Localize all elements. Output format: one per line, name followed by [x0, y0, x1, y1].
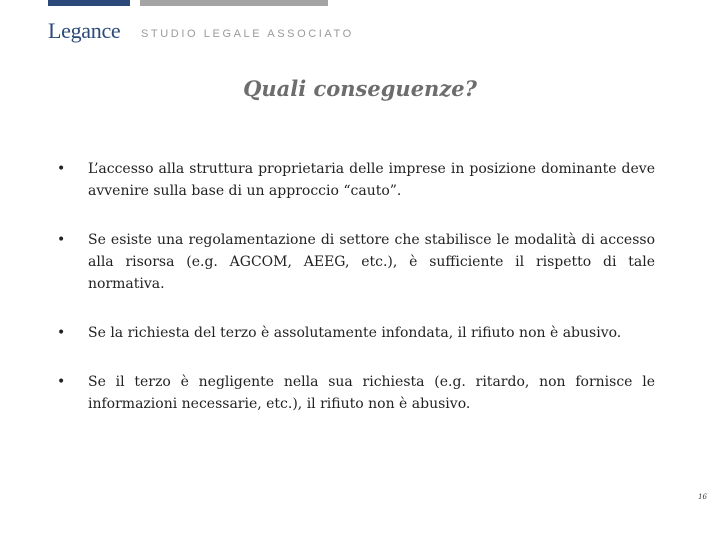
slide-title: Quali conseguenze?	[243, 76, 477, 101]
header-grey-bar	[140, 0, 328, 6]
bullet-text: Se esiste una regolamentazione di settore che stabilisce le modalità di accesso alla risorsa (e.g. AGCOM, AEEG, etc.), è sufficiente il rispetto di tale normativa.	[88, 232, 655, 292]
bullet-text: Se il terzo è negligente nella sua richiesta (e.g. ritardo, non fornisce le informazioni necessarie, etc.), il rifiuto non è abusivo.	[88, 374, 655, 412]
firm-tagline: STUDIO LEGALE ASSOCIATO	[141, 28, 354, 40]
bullet-item	[55, 229, 655, 295]
bullet-item	[55, 322, 655, 344]
page-number: 16	[698, 493, 707, 501]
bullet-text: Se la richiesta del terzo è assolutamente infondata, il rifiuto non è abusivo.	[88, 325, 622, 341]
bullet-item	[55, 158, 655, 202]
bullet-dot-icon: •	[57, 374, 66, 390]
bullet-dot-icon: •	[57, 325, 66, 341]
bullet-item	[55, 371, 655, 415]
bullet-dot-icon: •	[57, 161, 66, 177]
firm-logo: Legance	[48, 18, 121, 43]
bullet-list	[55, 158, 655, 442]
bullet-dot-icon: •	[57, 232, 66, 248]
header-blue-bar	[48, 0, 130, 6]
bullet-text: L’accesso alla struttura proprietaria delle imprese in posizione dominante deve avvenire sulla base di un approccio “cauto”.	[88, 161, 655, 199]
